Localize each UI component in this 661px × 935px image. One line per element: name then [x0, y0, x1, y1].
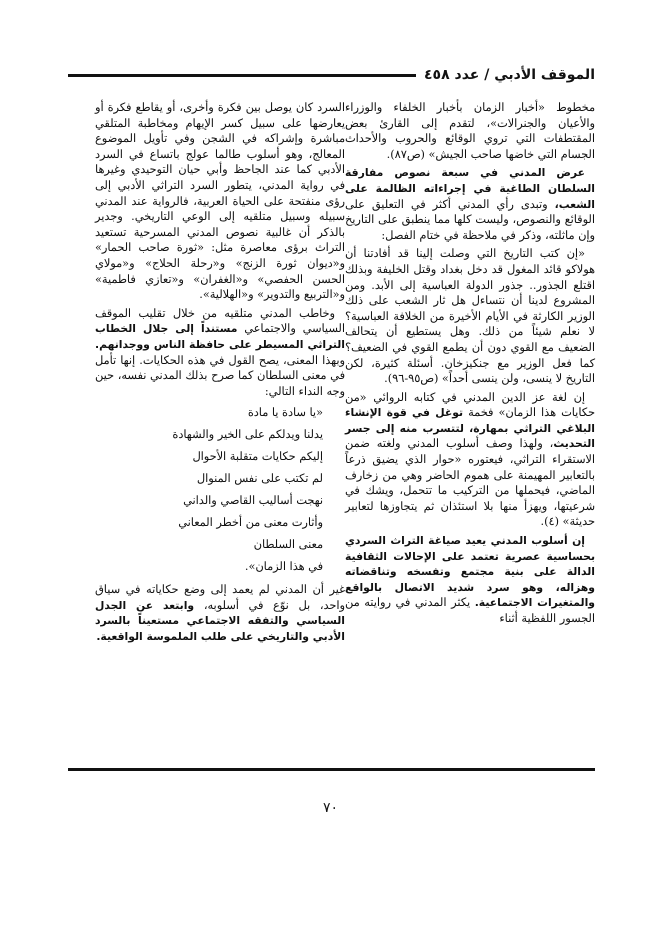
journal-title: الموقف الأدبي / عدد ٤٥٨: [424, 67, 595, 83]
paragraph: [345, 533, 595, 627]
poem-line: معنى السلطان: [253, 538, 323, 552]
bold-text: مستنداً إلى جلال الخطاب التراثي المسيطر على حافظة الناس ووجدانهم.: [95, 322, 345, 351]
paragraph-text: وخاطب المدني متلقيه من خلال تقليب الموقف السياسي والاجتماعي: [95, 306, 345, 336]
bold-text: إن أسلوب المدني يعيد صياغة التراث السردي بحساسية عصرية تعتمد على الإحالات الثقافية الدالة على بنية مجتمع وتفسخه وتناقضاته وهزاله، وهو سرد شديد الاتصال بالواقع والمتغيرات الاجتماعية.: [345, 534, 595, 610]
left-column: [95, 100, 345, 648]
page-number: ٧٠: [322, 800, 339, 816]
poem-line: إليكم حكايات متقلبة الأحوال: [192, 450, 323, 464]
bold-text: عرض المدني في سبعة نصوص مفارقة السلطان الطاغية في إجراءاته الظالمة على الشعب،: [345, 166, 595, 211]
paragraph-text: إن لغة عز الدين المدني في كتابه الروائي «من حكايات هذا الزمان» فخمة: [345, 390, 595, 420]
poem-block: [95, 402, 345, 578]
paragraph-text: ، ولهذا وصف أسلوب المدني ولغته ضمن الاستقراء التراثي، فيعتوره «حوار الذي يضيق ذرعاً بالتعابير المهيمنة على هموم الحاضر وهي من زخارف الماضي، فيحملها من التركيب ما تتحمل، ويشك في شرعيتها، ويهزأ منها بلا استئذان ثم يتجاوزها لتعابير حديثة» (٤).: [345, 437, 595, 529]
paragraph: [95, 582, 345, 644]
paragraph-text: وبهذا المعنى، يصح القول في هذه الحكايات. إنها تأمل في معنى السلطان كما صرح بذلك المدني نفسه، حين وجه النداء التالي:: [95, 353, 345, 398]
paragraph-text: وتبدى رأي المدني أكثر في التعليق على الوقائع والنصوص، وليست كلها مما ينطبق على التاريخ وإن ماثلته، وذكر في ملاحظة في ختام الفصل:: [345, 197, 595, 242]
paragraph: مخطوط «أخبار الزمان بأخبار الخلفاء والوزراء والأعيان والجنرالات»، لتقدم إلى القارئ بعض المقتطفات التي تروي الوقائع والحروب والأحداث الجسام التي خاضها صاحب الجيش» (ص٨٧).: [345, 101, 595, 161]
paragraph-text: يكثر المدني في روايته من الجسور اللفظية أثناء: [345, 596, 595, 625]
bold-text: وابتعد عن الجدل السياسي والتفقه الاجتماعي مستعيناً بالسرد الأدبي والتاريخي على طلب الملموسة الواقعية.: [95, 598, 345, 644]
quote-paragraph: «إن كتب التاريخ التي وصلت إلينا قد أفادتنا أن هولاكو قائد المغول قد دخل بغداد وقتل الخليفة وبذلك اقتلع الجذور.. جذور الدولة العباسية إلى الأبد. ومن المشروع لدينا أن نتساءل هل ثار الشعب على ذلك الوزير الكارثة في الأيام الأخيرة من الخلافة العباسية؟ لا نعلم شيئاً من ذلك. وهل يستطيع أن يتحالف الضعيف مع القوي دون أن يطمع القوي في الضعيف؟ كما فعل الوزير مع جنكيزخان. أسئلة كثيرة، لكن التاريخ لا ينسى، ولن ينسى أحداً» (ص٩٥-٩٦).: [345, 247, 595, 386]
paragraph: [345, 390, 595, 530]
poem-line: يدلنا ويدلكم على الخير والشهادة: [172, 428, 323, 442]
right-column: [345, 100, 595, 630]
poem-line: في هذا الزمان».: [244, 560, 323, 574]
footer-rule: [68, 768, 595, 771]
paragraph: [345, 165, 595, 243]
paragraph: [95, 306, 345, 400]
poem-line: «يا سادة يا مادة: [247, 406, 323, 420]
poem-line: وأثارت معنى من أخطر المعاني: [178, 516, 323, 530]
poem-line: لم تكتب على نفس المنوال: [196, 472, 323, 486]
running-header: [68, 62, 595, 88]
header-rule: [68, 74, 416, 77]
bold-text: توغل في قوة الإنشاء البلاغي التراثي بمهارة، لتتسرب منه إلى جسر التحديث: [345, 406, 595, 451]
paragraph-text: غير أن المدني لم يعمد إلى وضع حكاياته في سياق واحد، بل نوّع في أسلوبه،: [95, 583, 345, 612]
paragraph: السرد كان يوصل بين فكرة وأخرى، أو يقاطع فكرة أو يعارضها على سبيل كسر الإيهام ومخاطبة المتلقي مباشرة وإشراكه في الشجن وفي تأويل الموضوع المعالج، وهو أسلوب طالما عولج باتساع في السرد الأدبي كما عند الجاحظ وأبي حيان التوحيدي وغيرها في رواية المدني، يتطور السرد التراثي الأدبي إلى رؤى منفتحة على الحياة العربية، فالرواية عند المدني سبيله وسبيل متلقيه إلى الوعي التاريخي. وجدير بالذكر أن غالبية نصوص المدني المسرحية تستعيد التراث برؤى معاصرة مثل: «ثورة صاحب الحمار» و«ديوان ثورة الزنج» و«رحلة الحلاج» و«مولاي الحسن الحفصي» و«الغفران» و«تعازي فاطمية» و«التربيع والتدوير» و«الهلالية».: [95, 101, 345, 302]
poem-line: نهجت أساليب القاصي والداني: [183, 494, 323, 508]
